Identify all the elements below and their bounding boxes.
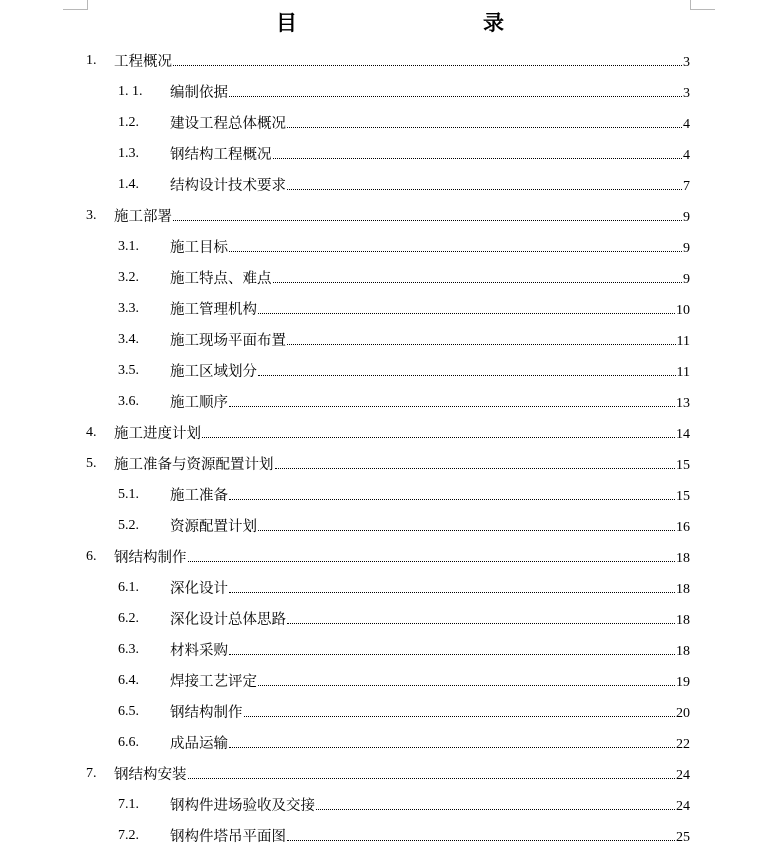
toc-entry-line <box>170 81 690 102</box>
toc-entry[interactable] <box>0 417 780 448</box>
toc-entry-line <box>170 112 690 133</box>
toc-entry-number: 3.2. <box>118 269 139 285</box>
toc-entry[interactable] <box>0 820 780 851</box>
toc-entry-label[interactable]: 材料采购 <box>170 643 228 659</box>
toc-dot-leader <box>287 622 675 624</box>
toc-entry[interactable] <box>0 76 780 107</box>
toc-entry-line <box>114 546 690 567</box>
toc-entry-number: 1.3. <box>118 145 139 161</box>
toc-entry-line <box>170 267 690 288</box>
toc-entry-number: 3.6. <box>118 393 139 409</box>
toc-entry-page-number: 10 <box>676 303 690 318</box>
toc-entry-number: 3.1. <box>118 238 139 254</box>
table-of-contents <box>0 45 780 851</box>
toc-entry[interactable] <box>0 603 780 634</box>
toc-entry-number: 7.1. <box>118 796 139 812</box>
toc-entry-page-number: 7 <box>683 179 690 194</box>
toc-entry-number: 6.4. <box>118 672 139 688</box>
toc-dot-leader <box>202 436 675 438</box>
toc-dot-leader <box>273 157 683 159</box>
toc-entry-label[interactable]: 钢构件塔吊平面图 <box>170 829 286 845</box>
toc-entry-label[interactable]: 结构设计技术要求 <box>170 178 286 194</box>
toc-dot-leader <box>287 188 682 190</box>
toc-dot-leader <box>316 808 675 810</box>
toc-entry-line <box>170 236 690 257</box>
toc-entry-number: 1. 1. <box>118 83 143 99</box>
toc-dot-leader <box>258 374 676 376</box>
toc-dot-leader <box>229 250 682 252</box>
toc-entry-label[interactable]: 钢结构制作 <box>114 550 187 566</box>
toc-entry[interactable] <box>0 572 780 603</box>
toc-entry-page-number: 3 <box>683 86 690 101</box>
toc-entry-number: 6.5. <box>118 703 139 719</box>
toc-entry-page-number: 4 <box>683 148 690 163</box>
toc-entry-label[interactable]: 深化设计 <box>170 581 228 597</box>
toc-entry-line <box>170 639 690 660</box>
toc-entry-number: 3.4. <box>118 331 139 347</box>
toc-entry-label[interactable]: 施工部署 <box>114 209 172 225</box>
toc-entry-line <box>170 515 690 536</box>
toc-dot-leader <box>229 405 675 407</box>
toc-entry-label[interactable]: 施工特点、难点 <box>170 271 272 287</box>
toc-entry-page-number: 3 <box>683 55 690 70</box>
toc-entry[interactable] <box>0 510 780 541</box>
toc-dot-leader <box>258 529 675 531</box>
toc-entry[interactable] <box>0 355 780 386</box>
toc-entry-line <box>114 763 690 784</box>
toc-entry-page-number: 13 <box>676 396 690 411</box>
toc-dot-leader <box>244 715 676 717</box>
toc-entry-page-number: 9 <box>683 210 690 225</box>
toc-entry-label[interactable]: 焊接工艺评定 <box>170 674 257 690</box>
toc-entry-number: 6.1. <box>118 579 139 595</box>
toc-dot-leader <box>258 684 675 686</box>
toc-entry-page-number: 19 <box>676 675 690 690</box>
toc-entry[interactable] <box>0 169 780 200</box>
toc-entry-page-number: 9 <box>683 272 690 287</box>
toc-entry[interactable] <box>0 789 780 820</box>
toc-entry-number: 3.5. <box>118 362 139 378</box>
toc-entry-number: 7. <box>86 765 97 781</box>
toc-entry-page-number: 25 <box>676 830 690 845</box>
toc-entry-page-number: 11 <box>676 334 690 349</box>
toc-entry-label[interactable]: 施工区域划分 <box>170 364 257 380</box>
toc-entry-label[interactable]: 施工准备 <box>170 488 228 504</box>
toc-entry-number: 4. <box>86 424 97 440</box>
toc-entry-number: 6.3. <box>118 641 139 657</box>
toc-entry-label[interactable]: 施工目标 <box>170 240 228 256</box>
toc-entry-line <box>170 701 690 722</box>
toc-entry[interactable] <box>0 138 780 169</box>
toc-entry-page-number: 24 <box>676 768 690 783</box>
toc-dot-leader <box>173 64 682 66</box>
toc-entry-page-number: 15 <box>676 458 690 473</box>
toc-entry-number: 1. <box>86 52 97 68</box>
toc-dot-leader <box>229 746 675 748</box>
toc-entry-line <box>114 205 690 226</box>
toc-entry-number: 6.2. <box>118 610 139 626</box>
toc-title: 目 录 <box>276 10 552 35</box>
toc-entry-line <box>170 484 690 505</box>
toc-entry-page-number: 18 <box>676 551 690 566</box>
toc-entry-line <box>114 422 690 443</box>
toc-entry-line <box>170 298 690 319</box>
toc-entry-number: 5.1. <box>118 486 139 502</box>
toc-entry-label[interactable]: 工程概况 <box>114 54 172 70</box>
toc-entry[interactable] <box>0 696 780 727</box>
toc-dot-leader <box>229 95 682 97</box>
toc-entry-label[interactable]: 编制依据 <box>170 85 228 101</box>
toc-entry[interactable] <box>0 665 780 696</box>
toc-entry-line <box>170 577 690 598</box>
toc-entry[interactable] <box>0 231 780 262</box>
toc-entry-line <box>170 670 690 691</box>
toc-entry-page-number: 9 <box>683 241 690 256</box>
toc-entry-label[interactable]: 施工进度计划 <box>114 426 201 442</box>
toc-entry-label[interactable]: 资源配置计划 <box>170 519 257 535</box>
toc-dot-leader <box>287 839 675 841</box>
toc-entry-number: 1.2. <box>118 114 139 130</box>
toc-entry-page-number: 4 <box>683 117 690 132</box>
toc-entry-page-number: 22 <box>676 737 690 752</box>
toc-entry[interactable] <box>0 727 780 758</box>
toc-entry-line <box>170 825 690 846</box>
toc-entry-line <box>170 608 690 629</box>
toc-entry[interactable] <box>0 293 780 324</box>
toc-entry-number: 6. <box>86 548 97 564</box>
toc-dot-leader <box>229 591 675 593</box>
toc-entry-page-number: 18 <box>676 644 690 659</box>
toc-dot-leader <box>173 219 682 221</box>
toc-entry-line <box>170 360 690 381</box>
toc-entry-page-number: 20 <box>676 706 690 721</box>
toc-entry-page-number: 24 <box>676 799 690 814</box>
toc-entry-number: 7.2. <box>118 827 139 843</box>
toc-entry-page-number: 15 <box>676 489 690 504</box>
toc-entry-line <box>170 174 690 195</box>
toc-entry[interactable] <box>0 541 780 572</box>
toc-dot-leader <box>258 312 675 314</box>
toc-entry-label[interactable]: 钢结构制作 <box>170 705 243 721</box>
toc-entry-label[interactable]: 钢构件进场验收及交接 <box>170 798 315 814</box>
toc-entry-page-number: 16 <box>676 520 690 535</box>
toc-dot-leader <box>287 343 676 345</box>
toc-entry-label[interactable]: 成品运输 <box>170 736 228 752</box>
toc-entry[interactable] <box>0 448 780 479</box>
toc-entry-number: 5. <box>86 455 97 471</box>
toc-entry[interactable] <box>0 479 780 510</box>
toc-entry-number: 5.2. <box>118 517 139 533</box>
toc-entry-line <box>170 143 690 164</box>
toc-entry-label[interactable]: 施工管理机构 <box>170 302 257 318</box>
toc-entry-line <box>170 391 690 412</box>
toc-entry[interactable] <box>0 324 780 355</box>
toc-entry[interactable] <box>0 107 780 138</box>
toc-entry-line <box>170 329 690 350</box>
toc-dot-leader <box>275 467 676 469</box>
toc-entry-label[interactable]: 钢结构安装 <box>114 767 187 783</box>
toc-entry-number: 3. <box>86 207 97 223</box>
toc-entry-line <box>114 50 690 71</box>
toc-entry-line <box>114 453 690 474</box>
toc-entry[interactable] <box>0 758 780 789</box>
toc-entry-page-number: 18 <box>676 582 690 597</box>
toc-entry[interactable] <box>0 45 780 76</box>
toc-dot-leader <box>229 498 675 500</box>
toc-entry-page-number: 11 <box>676 365 690 380</box>
toc-entry-label[interactable]: 施工准备与资源配置计划 <box>114 457 274 473</box>
toc-entry-line <box>170 794 690 815</box>
toc-entry-label[interactable]: 钢结构工程概况 <box>170 147 272 163</box>
toc-entry-label[interactable]: 深化设计总体思路 <box>170 612 286 628</box>
toc-entry[interactable] <box>0 262 780 293</box>
toc-dot-leader <box>229 653 675 655</box>
toc-entry-label[interactable]: 建设工程总体概况 <box>170 116 286 132</box>
toc-entry-number: 1.4. <box>118 176 139 192</box>
toc-dot-leader <box>273 281 683 283</box>
toc-entry-page-number: 14 <box>676 427 690 442</box>
toc-entry-label[interactable]: 施工现场平面布置 <box>170 333 286 349</box>
toc-entry-number: 3.3. <box>118 300 139 316</box>
toc-entry-page-number: 18 <box>676 613 690 628</box>
toc-entry-line <box>170 732 690 753</box>
toc-entry[interactable] <box>0 634 780 665</box>
toc-dot-leader <box>188 560 676 562</box>
toc-dot-leader <box>188 777 676 779</box>
toc-entry-label[interactable]: 施工顺序 <box>170 395 228 411</box>
toc-dot-leader <box>287 126 682 128</box>
toc-entry-number: 6.6. <box>118 734 139 750</box>
toc-entry[interactable] <box>0 386 780 417</box>
toc-entry[interactable] <box>0 200 780 231</box>
